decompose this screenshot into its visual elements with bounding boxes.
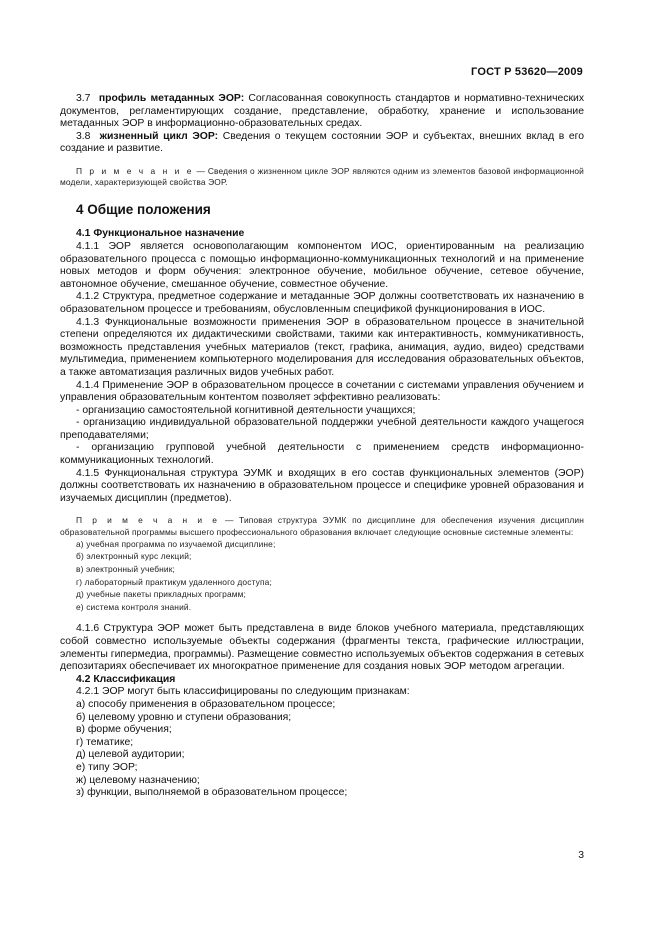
subsection-heading: 4.2 Классификация (76, 673, 176, 685)
list-item: а) способу применения в образовательном процессе; (76, 698, 336, 710)
paragraph-4-1-6: 4.1.6 Структура ЭОР может быть представлена в виде блоков учебного материала, представляющих собой совместно используемые объекты содержания (фрагменты текста, графические иллюстрации, элементы гипермедиа, программы). Размещение совместно используемых объектов содержания в сетевых депозитариях обеспечивает их многократное применение для создания новых ЭОР методом агрегации. (60, 623, 584, 673)
note-umk-structure: П р и м е ч а н и е — Типовая структура ЭУМК по дисциплине для обеспечения изучения дисциплин образовательной программы высшего профессионального образования включает следующие основные системные элементы: (60, 515, 584, 537)
list-item: ж) целевому назначению; (76, 774, 200, 786)
definition-3-8: 3.8 жизненный цикл ЭОР: Сведения о текущем состоянии ЭОР и субъектах, внешних вклад в его создание и развитие. (60, 130, 584, 155)
list-item: д) учебные пакеты прикладных программ; (76, 589, 247, 600)
list-item: - организацию групповой учебной деятельности с применением средств информационно-коммуникационных технологий. (60, 442, 584, 467)
page-number: 3 (578, 850, 584, 861)
list-item: б) электронный курс лекций; (76, 551, 192, 562)
term: профиль метаданных ЭОР: (98, 93, 245, 104)
section-heading: 4 Общие положения (76, 202, 211, 218)
list-item: е) типу ЭОР; (76, 761, 138, 773)
subsection-heading: 4.1 Функциональное назначение (76, 228, 245, 240)
list-item: в) форме обучения; (76, 724, 172, 736)
list-item: д) целевой аудитории; (76, 749, 185, 761)
list-item: а) учебная программа по изучаемой дисциплине; (76, 538, 276, 549)
note-lifecycle: П р и м е ч а н и е — Сведения о жизненном цикле ЭОР являются одним из элементов базовой информационной модели, характеризующей свойства ЭОР. (60, 165, 585, 188)
paragraph-4-1-4: 4.1.4 Применение ЭОР в образовательном процессе в сочетании с системами управления обучением и управления образовательным контентом позволяет эффективно реализовать: (60, 379, 584, 404)
list-item: з) функции, выполняемой в образовательном процессе; (76, 787, 348, 799)
paragraph-4-1-3: 4.1.3 Функциональные возможности применения ЭОР в образовательном процессе в значительной степени определяются их дидактическими свойствами, такими как интерактивность, коммуникативность, возможность представления учебных материалов (текст, графика, анимация, аудио, видео) средствами мультимедиа, применением компьютерного моделирования для исследования образовательных объектов, а также автоматизация различных видов учебных работ. (60, 316, 584, 378)
paragraph-4-2-1: 4.2.1 ЭОР могут быть классифицированы по следующим признакам: (76, 686, 410, 698)
list-item: - организацию самостоятельной когнитивной деятельности учащихся; (76, 404, 416, 416)
page-content (60, 93, 584, 800)
list-item: г) тематике; (76, 736, 134, 748)
paragraph-4-1-2: 4.1.2 Структура, предметное содержание и метаданные ЭОР должны соответствовать их назначению в образовательном процессе и требованиям, обусловленным спецификой функционирования в ИОС. (60, 291, 584, 315)
list-item: е) система контроля знаний. (76, 601, 192, 612)
list-item: г) лабораторный практикум удаленного доступа; (76, 576, 272, 587)
document-code: ГОСТ Р 53620—2009 (471, 66, 583, 78)
list-item: в) электронный учебник; (76, 564, 176, 575)
list-item: б) целевому уровню и ступени образования; (76, 711, 292, 723)
list-item: - организацию индивидуальной образовательной поддержки учебной деятельности каждого учащегося преподавателями; (60, 417, 584, 441)
definition-3-7: 3.7 профиль метаданных ЭОР: Согласованная совокупность стандартов и нормативно-технических документов, регламентирующих создание, представление, обработку, хранение и использование метаданных ЭОР в информационно-образовательных средах. (60, 93, 585, 130)
term: жизненный цикл ЭОР: (99, 130, 219, 142)
paragraph-4-1-5: 4.1.5 Функциональная структура ЭУМК и входящих в его состав функциональных элементов (ЭОР) должны соответствовать их назначению в образовательном процессе и специфике уровней образования и изучаемых дисциплин (предметов). (60, 467, 584, 504)
paragraph-4-1-1: 4.1.1 ЭОР является основополагающим компонентом ИОС, ориентированным на реализацию образовательного процесса с помощью информационно-коммуникационных технологий и на применение новых методов и форм обучения: электронное обучение, мобильное обучение, сетевое обучение, автономное обучение, смешанное обучение, совместное обучение. (60, 240, 584, 290)
